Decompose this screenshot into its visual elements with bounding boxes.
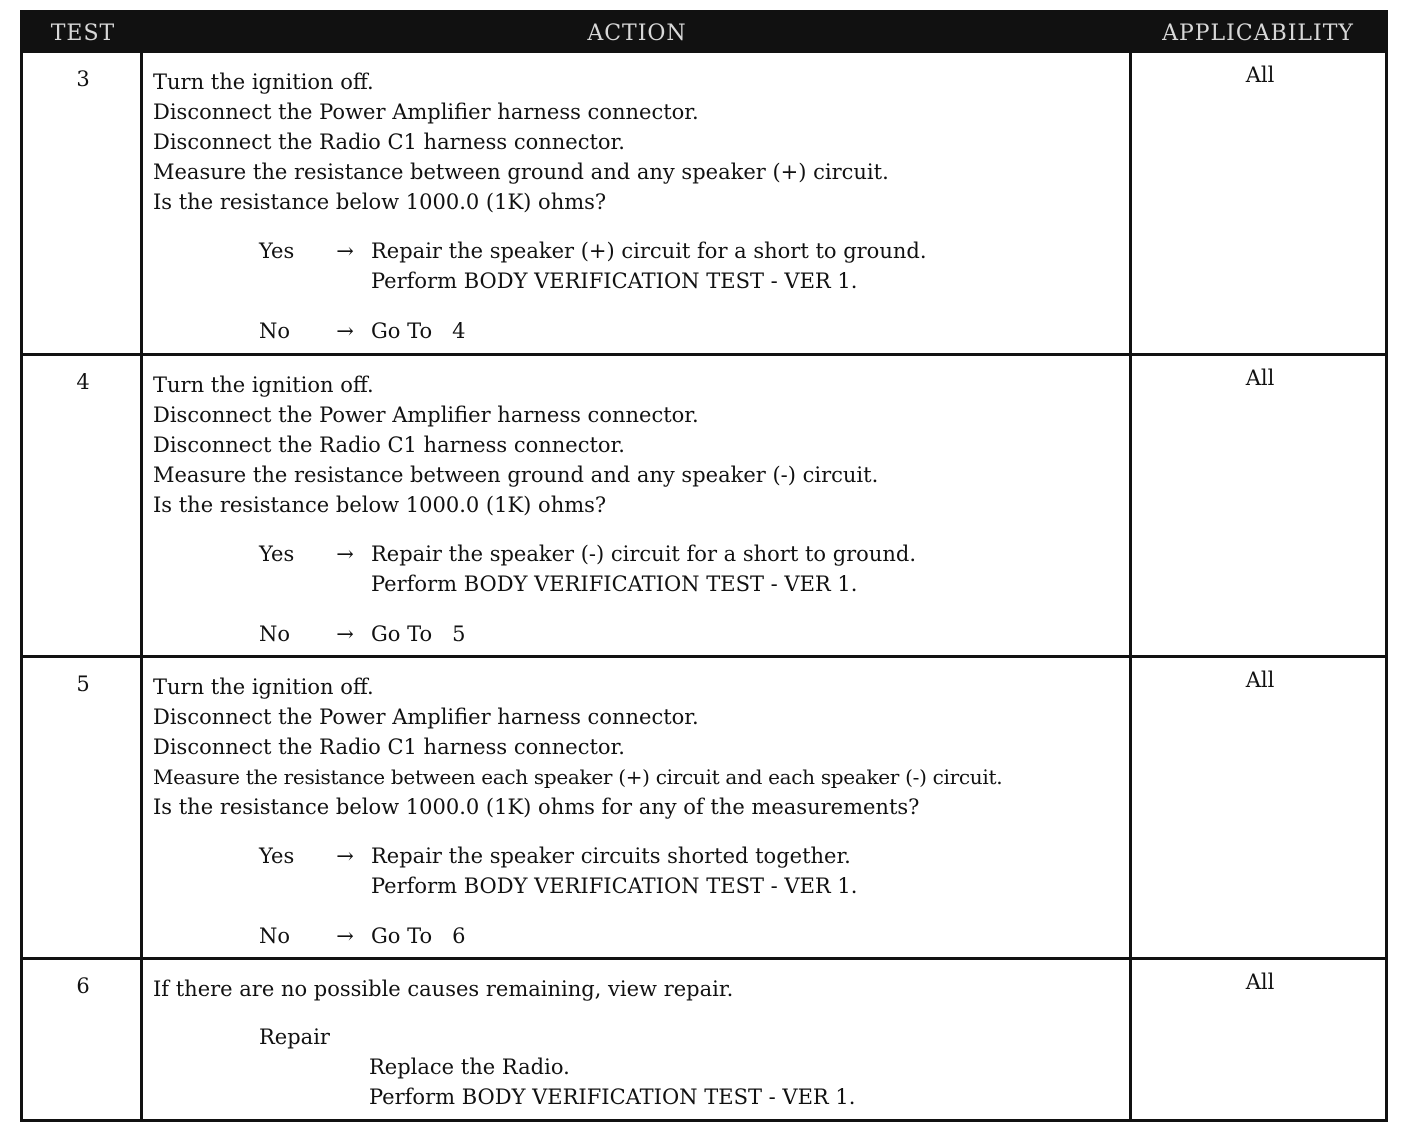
test-number: 6 — [76, 974, 90, 998]
applicability-value: All — [1245, 63, 1275, 87]
action-step: Measure the resistance between each speaker (+) circuit and each speaker (-) circuit. — [153, 765, 1003, 789]
repair-instructions — [369, 1052, 855, 1112]
no-label: No — [259, 319, 291, 343]
right-arrow-icon: → — [336, 924, 354, 948]
verification-step: Perform BODY VERIFICATION TEST - VER 1. — [371, 874, 858, 898]
action-step: Disconnect the Power Amplifier harness connector. — [153, 403, 699, 427]
right-arrow-icon: → — [336, 239, 354, 263]
action-step: Disconnect the Power Amplifier harness connector. — [153, 100, 699, 124]
no-response — [259, 921, 466, 951]
verification-step: Perform BODY VERIFICATION TEST - VER 1. — [369, 1085, 856, 1109]
table-row-test-4 — [23, 353, 1385, 655]
go-to-target: 4 — [452, 319, 466, 343]
go-to-target: 5 — [452, 622, 466, 646]
action-step: If there are no possible causes remaining, view repair. — [153, 977, 734, 1001]
go-to-label: Go To — [371, 924, 433, 948]
diagnostic-test-table — [20, 10, 1388, 1122]
action-step: Disconnect the Radio C1 harness connector. — [153, 433, 625, 457]
yes-label: Yes — [259, 239, 295, 263]
applicability-value: All — [1245, 970, 1275, 994]
header-action: ACTION — [587, 21, 687, 46]
yes-action-line: Repair the speaker circuits shorted together. — [371, 844, 851, 868]
header-test: TEST — [50, 21, 116, 46]
right-arrow-icon: → — [336, 319, 354, 343]
yes-label: Yes — [259, 844, 295, 868]
applicability-value: All — [1245, 366, 1275, 390]
action-question: Is the resistance below 1000.0 (1K) ohms? — [153, 190, 607, 214]
action-question: Is the resistance below 1000.0 (1K) ohms for any of the measurements? — [153, 795, 920, 819]
action-step: Disconnect the Radio C1 harness connector. — [153, 130, 625, 154]
no-response — [259, 619, 466, 649]
test-number: 4 — [76, 370, 90, 394]
action-question: Is the resistance below 1000.0 (1K) ohms? — [153, 493, 607, 517]
yes-action — [371, 236, 927, 296]
go-to-label: Go To — [371, 622, 433, 646]
yes-action — [371, 539, 916, 599]
table-header — [23, 13, 1385, 53]
action-step: Turn the ignition off. — [153, 373, 374, 397]
repair-step: Replace the Radio. — [369, 1055, 570, 1079]
table-row-test-6 — [23, 957, 1385, 1119]
go-to-target: 6 — [452, 924, 466, 948]
verification-step: Perform BODY VERIFICATION TEST - VER 1. — [371, 269, 858, 293]
action-step: Measure the resistance between ground and any speaker (+) circuit. — [153, 160, 889, 184]
action-step: Disconnect the Power Amplifier harness connector. — [153, 705, 699, 729]
action-steps — [153, 67, 1133, 217]
test-number: 5 — [76, 672, 90, 696]
header-applicability: APPLICABILITY — [1162, 21, 1354, 46]
right-arrow-icon: → — [336, 844, 354, 868]
action-step: Turn the ignition off. — [153, 675, 374, 699]
yes-action-line: Repair the speaker (+) circuit for a short to ground. — [371, 239, 927, 263]
repair-label: Repair — [259, 1025, 330, 1049]
yes-action — [371, 841, 857, 901]
yes-response — [259, 539, 916, 599]
table-row-test-5 — [23, 655, 1385, 957]
applicability-value: All — [1245, 668, 1275, 692]
test-number: 3 — [76, 67, 90, 91]
right-arrow-icon: → — [336, 542, 354, 566]
no-label: No — [259, 622, 291, 646]
action-step: Measure the resistance between ground and any speaker (-) circuit. — [153, 463, 879, 487]
action-steps — [153, 672, 1133, 822]
no-label: No — [259, 924, 291, 948]
no-response — [259, 316, 466, 346]
verification-step: Perform BODY VERIFICATION TEST - VER 1. — [371, 572, 858, 596]
table-row-test-3 — [23, 50, 1385, 353]
yes-response — [259, 841, 857, 901]
right-arrow-icon: → — [336, 622, 354, 646]
action-step: Disconnect the Radio C1 harness connector. — [153, 735, 625, 759]
yes-response — [259, 236, 927, 296]
action-step: Turn the ignition off. — [153, 70, 374, 94]
action-steps — [153, 974, 1133, 1004]
yes-label: Yes — [259, 542, 295, 566]
go-to-label: Go To — [371, 319, 433, 343]
yes-action-line: Repair the speaker (-) circuit for a short to ground. — [371, 542, 916, 566]
action-steps — [153, 370, 1133, 520]
